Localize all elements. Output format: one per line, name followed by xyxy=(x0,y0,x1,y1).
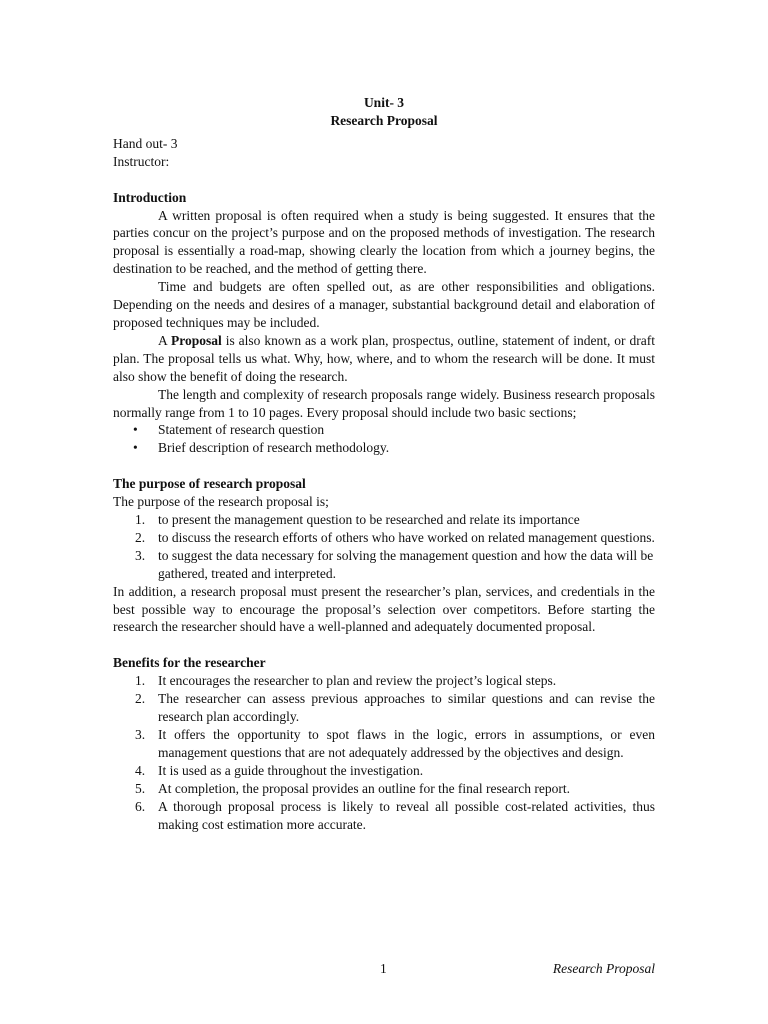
page-number: 1 xyxy=(380,961,387,976)
unit-heading: Unit- 3 xyxy=(363,95,405,110)
list-number: 2. xyxy=(135,529,146,545)
list-item xyxy=(113,547,655,583)
list-item-text: A thorough proposal process is likely to reveal all possible cost-related activities, thus making cost estimation more accurate. xyxy=(158,798,655,832)
bullet-icon: • xyxy=(133,440,138,456)
proposal-term: Proposal xyxy=(170,332,222,348)
list-number: 2. xyxy=(135,691,146,707)
intro-paragraph-4: The length and complexity of research proposals range widely. Business research proposals normally range from 1 to 10 pages. Every proposal should include two basic sections; xyxy=(113,386,655,420)
purpose-intro: The purpose of the research proposal is; xyxy=(113,494,329,510)
list-number: 1. xyxy=(135,512,146,528)
list-item-text: to discuss the research efforts of others who have worked on related management questions. xyxy=(158,529,655,545)
list-item-text: The researcher can assess previous approaches to similar questions and can revise the research plan accordingly. xyxy=(158,691,655,725)
list-item xyxy=(113,439,655,457)
intro-p3-pre: A xyxy=(158,332,171,348)
instructor-label: Instructor: xyxy=(113,153,170,169)
intro-paragraph-2: Time and budgets are often spelled out, as are other responsibilities and obligations. Depending on the needs and desires of a manager, substantial background detail and elaboration of proposed techniques may be included. xyxy=(113,279,655,330)
list-item-text: It encourages the researcher to plan and review the project’s logical steps. xyxy=(158,673,557,689)
list-number: 3. xyxy=(135,727,146,742)
list-item-text: Brief description of research methodology. xyxy=(158,440,390,456)
list-item xyxy=(113,672,655,690)
introduction-heading: Introduction xyxy=(113,189,187,205)
list-item xyxy=(113,726,655,762)
bullet-icon: • xyxy=(133,422,138,438)
running-title: Research Proposal xyxy=(552,961,655,976)
list-item-text: Statement of research question xyxy=(158,422,325,438)
intro-paragraph-1: A written proposal is often required when a study is being suggested. It ensures that the parties concur on the project’s purpose and on the proposed methods of investigation. The research proposal is essentially a road-map, showing clearly the location from which a journey begins, the destination to be reached, and the method of getting there. xyxy=(113,207,655,277)
list-item xyxy=(113,529,655,547)
benefits-heading: Benefits for the researcher xyxy=(113,655,266,671)
list-item xyxy=(113,780,655,798)
list-item-text: It is used as a guide throughout the investigation. xyxy=(158,762,424,778)
intro-paragraph-3 xyxy=(113,332,655,386)
list-item xyxy=(113,511,655,529)
list-item-text: to suggest the data necessary for solving the management question and how the data will be gathered, treated and interpreted. xyxy=(158,547,654,581)
handout-label: Hand out- 3 xyxy=(113,135,178,151)
list-item xyxy=(113,762,655,780)
page-footer xyxy=(0,960,768,978)
purpose-list xyxy=(113,511,655,583)
spacer xyxy=(113,457,655,475)
list-number: 4. xyxy=(135,762,146,778)
list-number: 3. xyxy=(135,547,146,563)
list-item xyxy=(113,421,655,439)
page-content xyxy=(113,94,655,833)
list-item-text: At completion, the proposal provides an outline for the final research report. xyxy=(158,780,570,796)
list-number: 5. xyxy=(135,780,146,796)
spacer xyxy=(113,636,655,654)
benefits-list xyxy=(113,672,655,833)
purpose-closing: In addition, a research proposal must present the researcher’s plan, services, and credentials in the best possible way to encourage the proposal’s selection over competitors. Before starting the research the researcher should have a well-planned and adequately documented proposal. xyxy=(113,583,655,635)
section-bullet-list xyxy=(113,421,655,457)
purpose-heading: The purpose of research proposal xyxy=(113,476,306,492)
list-item xyxy=(113,690,655,726)
intro-p3-post: is also known as a work plan, prospectus, outline, statement of indent, or draft plan. The proposal tells us what. Why, how, where, and to whom the research will be done. It must also show the benefit of doing the research. xyxy=(113,332,655,384)
list-number: 6. xyxy=(135,798,146,814)
list-number: 1. xyxy=(135,673,146,689)
spacer xyxy=(113,171,655,189)
list-item-text: to present the management question to be researched and relate its importance xyxy=(158,512,580,528)
document-title: Research Proposal xyxy=(330,112,438,128)
list-item-text: It offers the opportunity to spot flaws in the logic, errors in assumptions, or even management questions that are not adequately addressed by the objectives and design. xyxy=(158,727,655,760)
list-item xyxy=(113,798,655,834)
